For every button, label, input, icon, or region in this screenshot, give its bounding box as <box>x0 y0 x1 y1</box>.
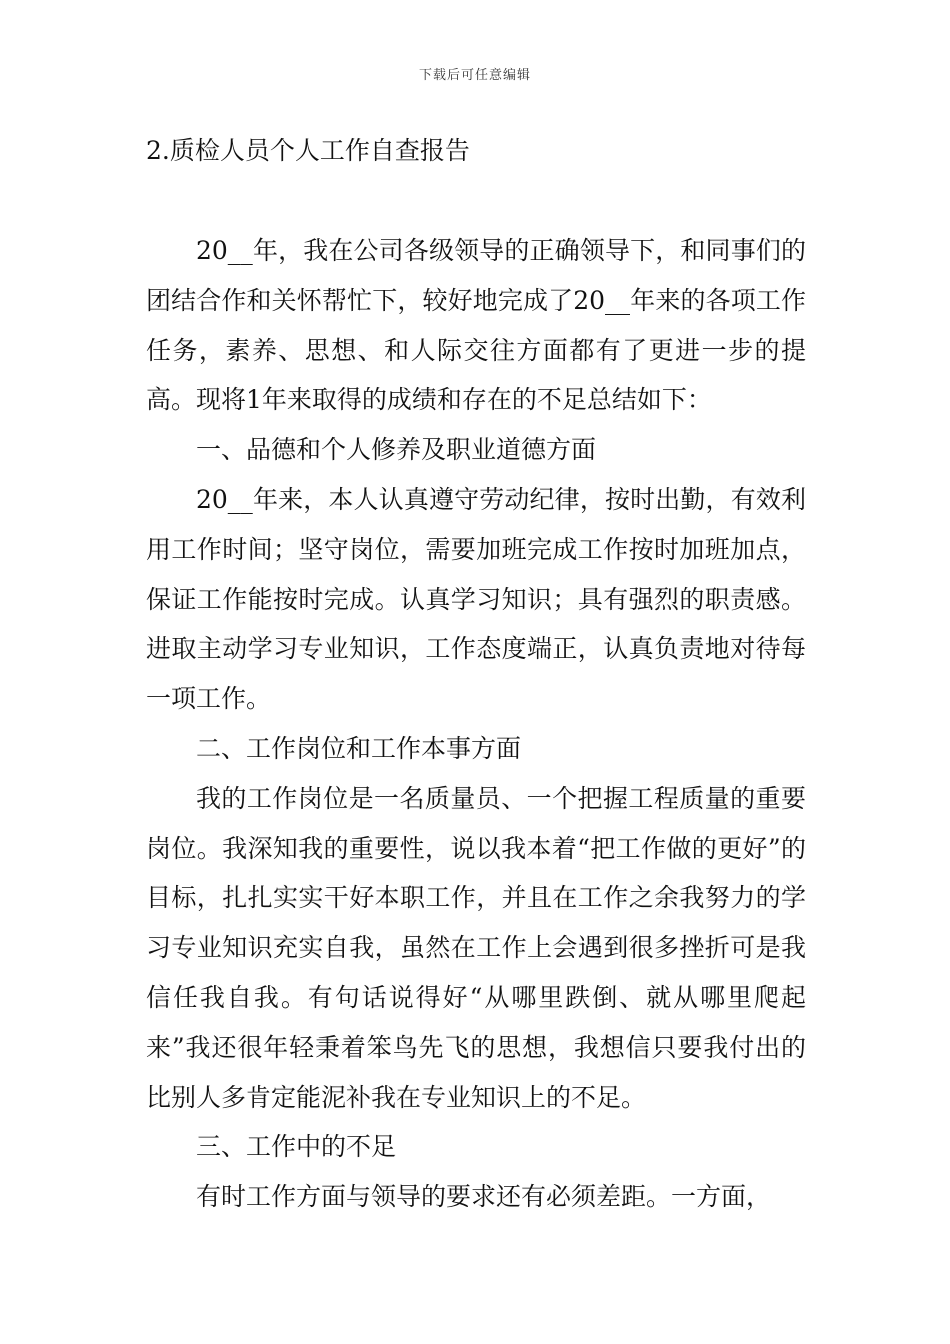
paragraph-section-2: 我的工作岗位是一名质量员、一个把握工程质量的重要岗位。我深知我的重要性，说以我本着“把工作做的更好”的目标，扎扎实实干好本职工作，并且在工作之余我努力的学习专业知识充实自我，虽然在工作上会遇到很多挫折可是我信任我自我。有句话说得好“从哪里跌倒、就从哪里爬起来”我还很年轻秉着笨鸟先飞的思想，我想信只要我付出的比别人多肯定能泥补我在专业知识上的不足。 <box>146 783 806 1112</box>
document-title: 2.质检人员个人工作自查报告 <box>146 136 470 165</box>
section-heading-1: 一、品德和个人修养及职业道德方面 <box>196 435 597 465</box>
document-body <box>146 226 806 1222</box>
header-note: 下载后可任意编辑 <box>418 68 531 83</box>
paragraph-intro: 20__年，我在公司各级领导的正确领导下，和同事们的团结合作和关怀帮忙下，较好地完成了20__年来的各项工作任务，素养、思想、和人际交往方面都有了更进一步的提高。现将1年来取得的成绩和存在的不足总结如下： <box>146 236 806 415</box>
paragraph-section-3: 有时工作方面与领导的要求还有必须差距。一方面， <box>196 1182 772 1212</box>
section-heading-2: 二、工作岗位和工作本事方面 <box>196 733 522 763</box>
section-heading-3: 三、工作中的不足 <box>196 1132 397 1162</box>
paragraph-section-1: 20__年来，本人认真遵守劳动纪律，按时出勤，有效利用工作时间；坚守岗位，需要加班完成工作按时加班加点，保证工作能按时完成。认真学习知识；具有强烈的职责感。进取主动学习专业知识，工作态度端正，认真负责地对待每一项工作。 <box>146 484 806 714</box>
